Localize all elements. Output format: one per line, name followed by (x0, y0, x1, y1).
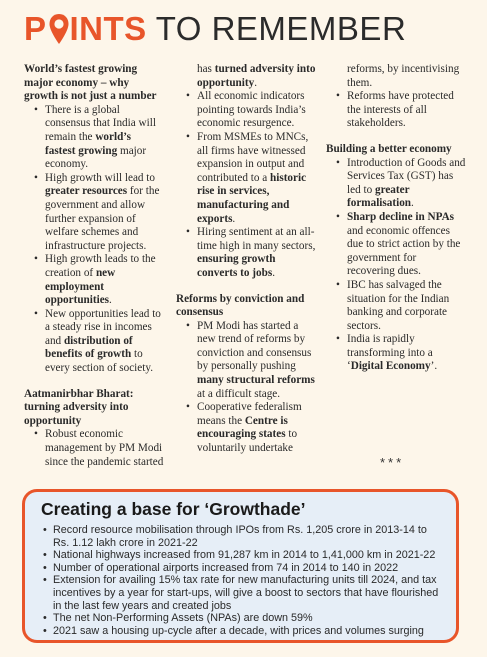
list-item-continuation: has turned adversity into opportunity. (197, 63, 316, 89)
column-1 (24, 63, 164, 469)
list-item: • There is a global consensus that India will remain the world’s fastest growing major economy. (24, 104, 164, 172)
section-divider-stars: *** (380, 455, 405, 470)
aatmanirbhar-list (24, 428, 164, 469)
list-item: • 2021 saw a housing up-cycle after a decade, with prices and volumes surging (41, 625, 442, 638)
list-item: • Record resource mobilisation through IPOs from Rs. 1,205 crore in 2013-14 to Rs. 1.12 lakh crore in 2021-22 (41, 524, 442, 549)
list-item: • India is rapidly transforming into a ‘Digital Economy’. (326, 333, 466, 374)
section-heading-better-economy: Building a better economy (326, 142, 452, 155)
list-item: • The net Non-Performing Assets (NPAs) are down 59% (41, 612, 442, 625)
reforms-list (176, 320, 316, 456)
title-letters-ints: INTS (69, 10, 147, 47)
growthade-box (22, 489, 459, 643)
list-item: • Cooperative federalism means the Centre is encouraging states to voluntarily undertake (176, 401, 316, 455)
list-item: • Extension for availing 15% tax rate for new manufacturing units till 2024, and tax incentives by a year for start-ups, will give a boost to sectors that have flourished in the last few years and created jobs (41, 574, 442, 612)
list-item: • High growth leads to the creation of new employment opportunities. (24, 253, 164, 307)
column-2 (176, 63, 316, 456)
list-item: • Reforms have protected the interests of all stakeholders. (326, 90, 466, 131)
list-item: • Introduction of Goods and Services Tax (GST) has led to greater formalisation. (326, 157, 466, 211)
resurgence-list (176, 90, 316, 280)
list-item: • Number of operational airports increased from 74 in 2014 to 140 in 2022 (41, 562, 442, 575)
section-heading-aatmanirbhar: Aatmanirbhar Bharat: turning adversity into opportunity (24, 387, 134, 427)
list-item: • Robust economic management by PM Modi since the pandemic started (24, 428, 164, 469)
list-item: • High growth will lead to greater resources for the government and allow further expansion of welfare schemes and infrastructure projects. (24, 172, 164, 254)
list-item: • Sharp decline in NPAs and economic offences due to strict action by the government for recovering dues. (326, 211, 466, 279)
list-item: • From MSMEs to MNCs, all firms have witnessed expansion in output and contributed to a historic rise in services, manufacturing and exports. (176, 131, 316, 226)
stakeholders-list (326, 90, 466, 131)
column-3 (326, 63, 466, 374)
location-pin-icon (48, 13, 70, 45)
growthade-list (41, 524, 442, 637)
list-item: • National highways increased from 91,287 km in 2014 to 1,41,000 km in 2021-22 (41, 549, 442, 562)
list-item: • PM Modi has started a new trend of reforms by conviction and consensus by personally pushing many structural reforms at a difficult stage. (176, 320, 316, 402)
title-highlight (24, 10, 147, 48)
growth-list (24, 104, 164, 376)
section-heading-reforms: Reforms by conviction and consensus (176, 292, 305, 319)
title-letter-p: P (24, 10, 47, 47)
list-item: • All economic indicators pointing towards India’s economic resurgence. (176, 90, 316, 131)
list-item-continuation: reforms, by incentivising them. (347, 63, 460, 89)
section-heading-growth: World’s fastest growing major economy – why growth is not just a number (24, 63, 157, 103)
list-item: • IBC has salvaged the situation for the Indian banking and corporate sectors. (326, 279, 466, 333)
list-item: • New opportunities lead to a steady rise in incomes and distribution of benefits of growth to every section of society. (24, 308, 164, 376)
better-economy-list (326, 157, 466, 375)
title-rest: TO REMEMBER (155, 10, 407, 47)
list-item: • Hiring sentiment at an all-time high in many sectors, ensuring growth converts to jobs. (176, 226, 316, 280)
page-title (24, 6, 406, 52)
box-title: Creating a base for ‘Growthade’ (41, 499, 306, 519)
